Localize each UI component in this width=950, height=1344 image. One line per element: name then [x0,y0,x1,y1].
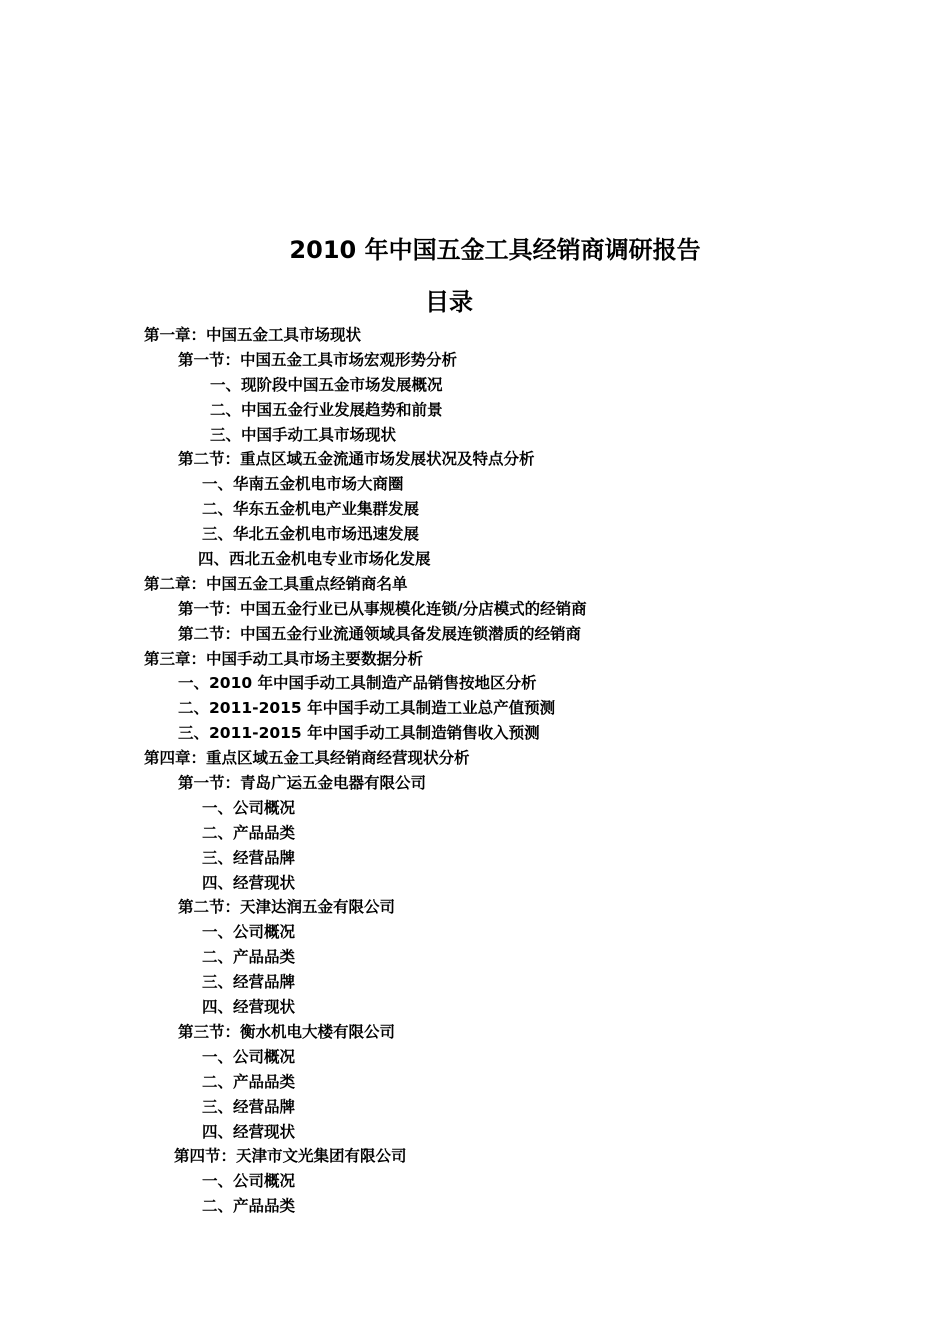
toc-entry[interactable]: 第二节：中国五金行业流通领域具备发展连锁潜质的经销商 [178,624,582,643]
toc-entry[interactable]: 第三章：中国手动工具市场主要数据分析 [144,649,424,668]
toc-entry[interactable]: 第二节：重点区域五金流通市场发展状况及特点分析 [178,450,535,469]
toc-entry[interactable]: 二、2011-2015 年中国手动工具制造工业总产值预测 [178,699,556,718]
toc-entry[interactable]: 二、中国五金行业发展趋势和前景 [210,400,443,419]
toc-entry[interactable]: 四、西北五金机电专业市场化发展 [198,550,431,569]
toc-entry[interactable]: 三、经营品牌 [202,1097,296,1116]
toc-entry[interactable]: 三、2011-2015 年中国手动工具制造销售收入预测 [178,724,540,743]
toc-entry[interactable]: 一、2010 年中国手动工具制造产品销售按地区分析 [178,674,537,693]
toc-entry[interactable]: 二、产品品类 [202,1072,296,1091]
toc-entry[interactable]: 第三节：衡水机电大楼有限公司 [178,1022,396,1041]
toc-entry[interactable]: 第四章：重点区域五金工具经销商经营现状分析 [144,749,470,768]
toc-entry[interactable]: 四、经营现状 [202,873,296,892]
toc-entry[interactable]: 二、产品品类 [202,1197,296,1216]
table-of-contents [0,323,950,1219]
document-title: 2010 年中国五金工具经销商调研报告 [289,236,701,264]
toc-entry[interactable]: 四、经营现状 [202,1122,296,1141]
toc-entry[interactable]: 二、华东五金机电产业集群发展 [202,500,420,519]
toc-entry[interactable]: 三、中国手动工具市场现状 [210,425,397,444]
toc-entry[interactable]: 第一章：中国五金工具市场现状 [144,326,362,344]
toc-entry[interactable]: 一、公司概况 [202,1172,296,1191]
toc-entry[interactable]: 第四节：天津市文光集团有限公司 [174,1147,407,1166]
toc-entry[interactable]: 第一节：中国五金行业已从事规模化连锁/分店模式的经销商 [178,599,587,618]
toc-entry[interactable]: 第一节：青岛广运五金电器有限公司 [178,774,427,793]
toc-entry[interactable]: 一、华南五金机电市场大商圈 [202,475,404,494]
toc-entry[interactable]: 三、经营品牌 [202,973,296,992]
toc-entry[interactable]: 二、产品品类 [202,948,296,967]
toc-entry[interactable]: 一、公司概况 [202,798,296,817]
toc-entry[interactable]: 第二节：天津达润五金有限公司 [178,898,396,917]
toc-entry[interactable]: 第一节：中国五金工具市场宏观形势分析 [178,350,458,369]
toc-entry[interactable]: 三、华北五金机电市场迅速发展 [202,525,420,544]
toc-entry[interactable]: 四、经营现状 [202,998,296,1017]
toc-entry[interactable]: 一、公司概况 [202,923,296,942]
toc-entry[interactable]: 一、现阶段中国五金市场发展概况 [210,375,443,394]
toc-entry[interactable]: 三、经营品牌 [202,848,296,867]
toc-entry[interactable]: 第二章：中国五金工具重点经销商名单 [144,574,408,593]
toc-heading: 目录 [425,288,473,316]
toc-entry[interactable]: 一、公司概况 [202,1047,296,1066]
toc-entry[interactable]: 二、产品品类 [202,823,296,842]
